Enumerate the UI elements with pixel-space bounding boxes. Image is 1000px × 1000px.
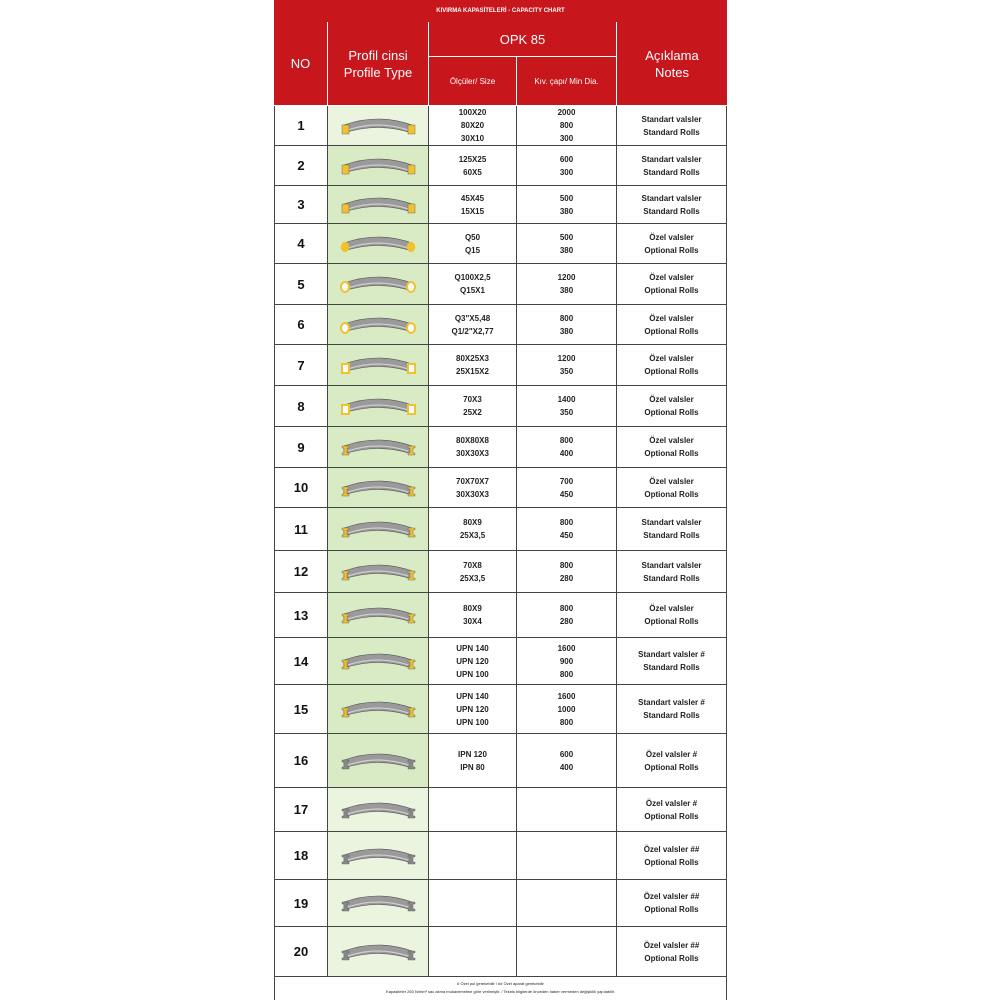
table-row <box>274 224 727 264</box>
notes-cell <box>617 832 727 879</box>
table-row <box>274 551 727 593</box>
min-dia-cell <box>517 146 617 185</box>
min-dia-cell-value: 350 <box>559 408 574 417</box>
notes-cell-value: Özel valsler <box>649 232 694 242</box>
profile-cell <box>328 305 429 344</box>
min-dia-cell <box>517 224 617 263</box>
notes-cell <box>617 593 727 637</box>
notes-cell <box>617 638 727 684</box>
notes-cell <box>617 186 727 223</box>
square-tube-icon <box>338 391 418 421</box>
notes-cell-value: Optional Rolls <box>644 449 699 458</box>
notes-cell-value: Optional Rolls <box>644 286 699 295</box>
flat-bar-icon <box>338 111 418 141</box>
min-dia-cell-value: 800 <box>559 313 574 323</box>
min-dia-cell-value: 280 <box>559 573 574 583</box>
size-cell-value: Q15X1 <box>460 286 485 295</box>
min-dia-cell-value: 600 <box>559 749 574 759</box>
notes-cell-value: Özel valsler <box>649 354 694 363</box>
min-dia-cell-value: 500 <box>559 193 574 203</box>
size-cell <box>429 734 517 787</box>
size-cell-value: Q15 <box>464 245 481 255</box>
notes-cell-value: Standard Rolls <box>643 711 700 720</box>
size-cell-value: 25X2 <box>463 408 482 417</box>
notes-cell-value: Standart valsler <box>641 193 702 203</box>
notes-cell-value: Özel valsler <box>649 313 694 323</box>
min-dia-cell-value: 450 <box>559 531 574 540</box>
min-dia-cell-value: 1400 <box>557 395 576 404</box>
size-cell <box>429 224 517 263</box>
notes-cell-value: Özel valsler ## <box>643 940 700 950</box>
row-number: 17 <box>274 788 328 831</box>
min-dia-cell <box>517 880 617 926</box>
row-number: 19 <box>274 880 328 926</box>
min-dia-cell <box>517 106 617 145</box>
notes-cell <box>617 880 727 926</box>
profile-cell <box>328 345 429 385</box>
notes-cell <box>617 386 727 426</box>
min-dia-cell-value: 800 <box>559 560 574 570</box>
size-cell <box>429 468 517 507</box>
notes-cell <box>617 264 727 304</box>
size-cell-value: 25X3,5 <box>459 531 486 540</box>
footer-line-2: Kapasiteler 260 N/mm² sac akma mukavemetine göre verilmiştir. / Teknik bilgilerde önceden haber vermeden değişiklik yapılabilir. <box>386 989 615 994</box>
profile-cell <box>328 224 429 263</box>
table-row <box>274 345 727 386</box>
min-dia-cell-value: 280 <box>559 617 574 626</box>
row-number: 14 <box>274 638 328 684</box>
notes-cell <box>617 427 727 467</box>
table-row <box>274 880 727 927</box>
min-dia-cell-value: 300 <box>559 167 574 177</box>
header-no <box>274 22 328 106</box>
notes-cell-value: Standart valsler # <box>638 698 705 707</box>
table-row <box>274 685 727 734</box>
notes-cell-value: Optional Rolls <box>644 367 699 376</box>
profile-cell <box>328 468 429 507</box>
notes-cell-value: Standart valsler <box>641 518 702 527</box>
profile-cell <box>328 427 429 467</box>
size-cell-value: 70X8 <box>463 560 482 570</box>
size-cell-value: 30X30X3 <box>456 449 489 458</box>
size-cell-value: UPN 100 <box>456 717 489 727</box>
profile-cell <box>328 593 429 637</box>
row-number: 10 <box>274 468 328 507</box>
angle-leg-in-icon <box>338 432 418 462</box>
min-dia-cell <box>517 386 617 426</box>
size-cell-value: Q50 <box>464 232 481 242</box>
size-cell-value: 70X70X7 <box>456 476 489 486</box>
size-cell-value: UPN 100 <box>456 669 489 679</box>
profile-cell <box>328 264 429 304</box>
table-row <box>274 146 727 186</box>
min-dia-cell-value: 450 <box>559 489 574 499</box>
size-cell-value: 80X9 <box>463 604 482 613</box>
flat-bar-edge-icon <box>338 151 418 181</box>
min-dia-cell-value: 1600 <box>557 691 576 701</box>
notes-cell-value: Özel valsler <box>649 604 694 613</box>
notes-cell-value: Özel valsler <box>649 273 694 282</box>
size-cell <box>429 305 517 344</box>
notes-cell-value: Özel valsler <box>649 436 694 445</box>
min-dia-cell <box>517 186 617 223</box>
size-cell-value: Q1/2"X2,77 <box>451 326 494 336</box>
table-row <box>274 593 727 638</box>
table-row <box>274 508 727 551</box>
notes-cell-value: Optional Rolls <box>644 245 699 255</box>
min-dia-cell-value: 380 <box>559 245 574 255</box>
profile-cell <box>328 186 429 223</box>
table-row <box>274 106 727 146</box>
min-dia-cell-value: 350 <box>559 367 574 376</box>
size-cell <box>429 345 517 385</box>
size-cell <box>429 685 517 733</box>
square-bar-icon <box>338 190 418 220</box>
channel-out-icon <box>338 646 418 676</box>
header-min-dia <box>517 57 617 106</box>
notes-cell <box>617 106 727 145</box>
min-dia-cell <box>517 508 617 550</box>
size-cell <box>429 927 517 976</box>
min-dia-cell <box>517 305 617 344</box>
size-cell <box>429 593 517 637</box>
table-row <box>274 305 727 345</box>
row-number: 9 <box>274 427 328 467</box>
min-dia-cell-value: 300 <box>559 134 574 143</box>
min-dia-cell <box>517 927 617 976</box>
size-cell-value: Q100X2,5 <box>454 273 491 282</box>
row-number: 12 <box>274 551 328 592</box>
size-cell-value: 70X3 <box>463 395 482 404</box>
min-dia-cell-value: 800 <box>559 518 574 527</box>
min-dia-cell-value: 800 <box>559 436 574 445</box>
size-cell-value: 80X80X8 <box>456 436 489 445</box>
notes-cell-value: Optional Rolls <box>644 762 699 772</box>
i-beam-web-icon <box>338 937 418 967</box>
notes-cell <box>617 551 727 592</box>
header-model-label: OPK 85 <box>499 31 546 47</box>
channel-web-in-icon <box>338 888 418 918</box>
min-dia-cell <box>517 734 617 787</box>
notes-cell <box>617 734 727 787</box>
min-dia-cell <box>517 551 617 592</box>
row-number: 15 <box>274 685 328 733</box>
table-row <box>274 386 727 427</box>
pipe-icon <box>338 310 418 340</box>
row-number: 1 <box>274 106 328 145</box>
notes-cell-value: Özel valsler # <box>645 798 698 808</box>
min-dia-cell-value: 800 <box>559 717 574 727</box>
tee-web-icon <box>338 600 418 630</box>
min-dia-cell <box>517 832 617 879</box>
min-dia-cell-value: 400 <box>559 762 574 772</box>
notes-cell-value: Optional Rolls <box>644 811 699 821</box>
i-beam-flat-icon <box>338 746 418 776</box>
notes-cell <box>617 927 727 976</box>
capacity-chart <box>274 0 727 1000</box>
min-dia-cell <box>517 788 617 831</box>
notes-cell-value: Özel valsler <box>649 395 694 404</box>
min-dia-cell-value: 400 <box>559 449 574 458</box>
table-row <box>274 788 727 832</box>
angle-leg-out-icon <box>338 473 418 503</box>
row-number: 8 <box>274 386 328 426</box>
size-cell-value: 80X25X3 <box>456 354 489 363</box>
notes-cell-value: Standard Rolls <box>643 127 700 137</box>
profile-cell <box>328 386 429 426</box>
notes-cell-value: Özel valsler ## <box>643 892 700 901</box>
size-cell-value: 80X20 <box>460 121 485 130</box>
min-dia-cell-value: 380 <box>559 286 574 295</box>
notes-cell-value: Standart valsler # <box>638 650 705 659</box>
notes-cell-value: Optional Rolls <box>644 489 699 499</box>
row-number: 20 <box>274 927 328 976</box>
footer-line-1: # Özel pul gerekebilir / ## Özel aparat gerekebilir <box>457 981 544 986</box>
size-cell-value: 25X15X2 <box>456 367 489 376</box>
size-cell <box>429 427 517 467</box>
min-dia-cell-value: 800 <box>559 669 574 679</box>
profile-cell <box>328 734 429 787</box>
size-cell-value: UPN 140 <box>456 643 489 653</box>
notes-cell <box>617 788 727 831</box>
table-row <box>274 927 727 977</box>
table-row <box>274 832 727 880</box>
header-profile-en: Profile Type <box>343 64 413 80</box>
row-number: 2 <box>274 146 328 185</box>
min-dia-cell-value: 500 <box>559 232 574 242</box>
row-number: 5 <box>274 264 328 304</box>
notes-cell-value: Standart valsler <box>641 114 702 124</box>
size-cell <box>429 551 517 592</box>
table-row <box>274 468 727 508</box>
min-dia-cell-value: 700 <box>559 476 574 486</box>
profile-cell <box>328 685 429 733</box>
header-model <box>429 22 617 57</box>
row-number: 11 <box>274 508 328 550</box>
size-cell-value: 30X30X3 <box>456 489 489 499</box>
min-dia-cell-value: 380 <box>559 326 574 336</box>
notes-cell-value: Standard Rolls <box>643 573 700 583</box>
channel-web-out-icon <box>338 841 418 871</box>
size-cell-value: IPN 120 <box>458 749 487 759</box>
min-dia-cell-value: 2000 <box>557 108 576 117</box>
table-row <box>274 264 727 305</box>
notes-cell-value: Standard Rolls <box>643 206 700 216</box>
notes-cell <box>617 146 727 185</box>
size-cell <box>429 106 517 145</box>
size-cell-value: 30X4 <box>463 617 482 626</box>
table-row <box>274 638 727 685</box>
notes-cell <box>617 224 727 263</box>
round-bar-icon <box>338 229 418 259</box>
min-dia-cell-value: 1200 <box>557 354 576 363</box>
profile-cell <box>328 638 429 684</box>
row-number: 18 <box>274 832 328 879</box>
size-cell <box>429 386 517 426</box>
header-no-label: NO <box>290 56 311 71</box>
profile-cell <box>328 551 429 592</box>
min-dia-cell-value: 1200 <box>557 273 576 282</box>
size-cell-value: IPN 80 <box>460 762 485 772</box>
profile-cell <box>328 880 429 926</box>
header-notes <box>617 22 727 106</box>
size-cell-value: 100X20 <box>458 108 487 117</box>
tee-flange-in-icon <box>338 514 418 544</box>
size-cell-value: 125X25 <box>458 154 487 164</box>
notes-cell-value: Optional Rolls <box>644 905 699 914</box>
row-number: 3 <box>274 186 328 223</box>
footer-notes <box>274 977 727 1000</box>
size-cell <box>429 880 517 926</box>
size-cell <box>429 186 517 223</box>
size-cell <box>429 832 517 879</box>
i-beam-icon <box>338 795 418 825</box>
notes-cell <box>617 468 727 507</box>
size-cell <box>429 146 517 185</box>
notes-cell <box>617 685 727 733</box>
header-profile-tr: Profil cinsi <box>348 47 408 63</box>
notes-cell-value: Standart valsler <box>641 560 702 570</box>
min-dia-cell <box>517 468 617 507</box>
notes-cell-value: Standart valsler <box>641 154 702 164</box>
size-cell-value: 80X9 <box>463 518 482 527</box>
notes-cell-value: Optional Rolls <box>644 617 699 626</box>
header-size-label: Ölçüler/ Size <box>449 76 496 86</box>
min-dia-cell-value: 900 <box>559 656 574 666</box>
notes-cell-value: Özel valsler # <box>645 749 698 759</box>
min-dia-cell <box>517 638 617 684</box>
tee-flange-out-icon <box>338 557 418 587</box>
row-number: 6 <box>274 305 328 344</box>
row-number: 16 <box>274 734 328 787</box>
profile-cell <box>328 788 429 831</box>
notes-cell-value: Optional Rolls <box>644 326 699 336</box>
size-cell <box>429 508 517 550</box>
min-dia-cell <box>517 685 617 733</box>
profile-cell <box>328 508 429 550</box>
notes-cell-value: Standard Rolls <box>643 167 700 177</box>
size-cell-value: UPN 120 <box>456 704 489 714</box>
notes-cell <box>617 345 727 385</box>
notes-cell-value: Standard Rolls <box>643 663 700 672</box>
row-number: 4 <box>274 224 328 263</box>
profile-cell <box>328 106 429 145</box>
min-dia-cell-value: 800 <box>559 604 574 613</box>
notes-cell <box>617 305 727 344</box>
round-tube-icon <box>338 269 418 299</box>
header-notes-tr: Açıklama <box>645 47 699 63</box>
notes-cell <box>617 508 727 550</box>
table-row <box>274 427 727 468</box>
size-cell-value: 15X15 <box>460 206 485 216</box>
header-profile <box>328 22 429 106</box>
size-cell <box>429 638 517 684</box>
row-number: 7 <box>274 345 328 385</box>
min-dia-cell-value: 1000 <box>557 704 576 714</box>
size-cell-value: UPN 120 <box>456 656 489 666</box>
table-row <box>274 734 727 788</box>
notes-cell-value: Optional Rolls <box>644 953 699 963</box>
channel-in-icon <box>338 694 418 724</box>
notes-cell-value: Optional Rolls <box>644 857 699 867</box>
notes-cell-value: Optional Rolls <box>644 408 699 417</box>
header-notes-en: Notes <box>655 64 689 80</box>
notes-cell-value: Özel valsler ## <box>643 844 700 854</box>
header-min-dia-label: Kıv. çapı/ Min Dia. <box>534 76 599 86</box>
header-size <box>429 57 517 106</box>
notes-cell-value: Standard Rolls <box>643 531 700 540</box>
size-cell-value: UPN 140 <box>456 691 489 701</box>
size-cell-value: 60X5 <box>463 167 482 177</box>
row-number: 13 <box>274 593 328 637</box>
min-dia-cell-value: 800 <box>559 121 574 130</box>
min-dia-cell <box>517 593 617 637</box>
size-cell-value: 45X45 <box>460 193 485 203</box>
table-row <box>274 186 727 224</box>
min-dia-cell <box>517 264 617 304</box>
profile-cell <box>328 146 429 185</box>
size-cell <box>429 264 517 304</box>
min-dia-cell-value: 1600 <box>557 643 576 653</box>
chart-title: KIVIRMA KAPASİTELERİ - CAPACITY CHART <box>274 0 727 23</box>
min-dia-cell <box>517 345 617 385</box>
size-cell-value: Q3"X5,48 <box>454 313 491 323</box>
rectangular-tube-icon <box>338 350 418 380</box>
min-dia-cell <box>517 427 617 467</box>
size-cell-value: 30X10 <box>460 134 485 143</box>
profile-cell <box>328 927 429 976</box>
size-cell-value: 25X3,5 <box>459 573 486 583</box>
min-dia-cell-value: 380 <box>559 206 574 216</box>
size-cell <box>429 788 517 831</box>
notes-cell-value: Özel valsler <box>649 476 694 486</box>
profile-cell <box>328 832 429 879</box>
min-dia-cell-value: 600 <box>559 154 574 164</box>
